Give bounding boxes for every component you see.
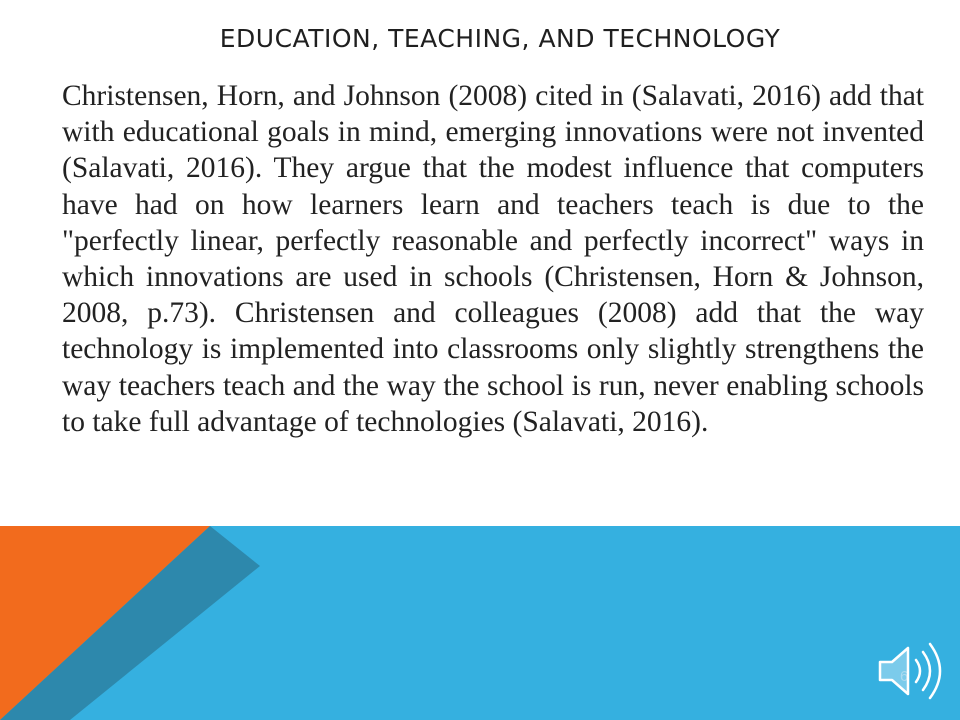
orange-corner-triangle — [0, 526, 260, 720]
speaker-icon[interactable] — [876, 638, 948, 704]
slide-title: EDUCATION, TEACHING, AND TECHNOLOGY — [219, 24, 781, 53]
body-paragraph: Christensen, Horn, and Johnson (2008) cited in (Salavati, 2016) add that with educational goals in mind, emerging innovations were not invented (Salavati, 2016). They argue that the modest influence that computers have had on how learners learn and teachers teach is due to the "perfectly linear, perfectly reasonable and perfectly incorrect" ways in which innovations are used in schools (Christensen, Horn & Johnson, 2008, p.73). Christensen and colleagues (2008) add that the way technology is implemented into classrooms only slightly strengthens the way teachers teach and the way the school is run, never enabling schools to take full advantage of technologies (Salavati, 2016). — [62, 80, 924, 438]
page-number: 6 — [900, 668, 909, 685]
